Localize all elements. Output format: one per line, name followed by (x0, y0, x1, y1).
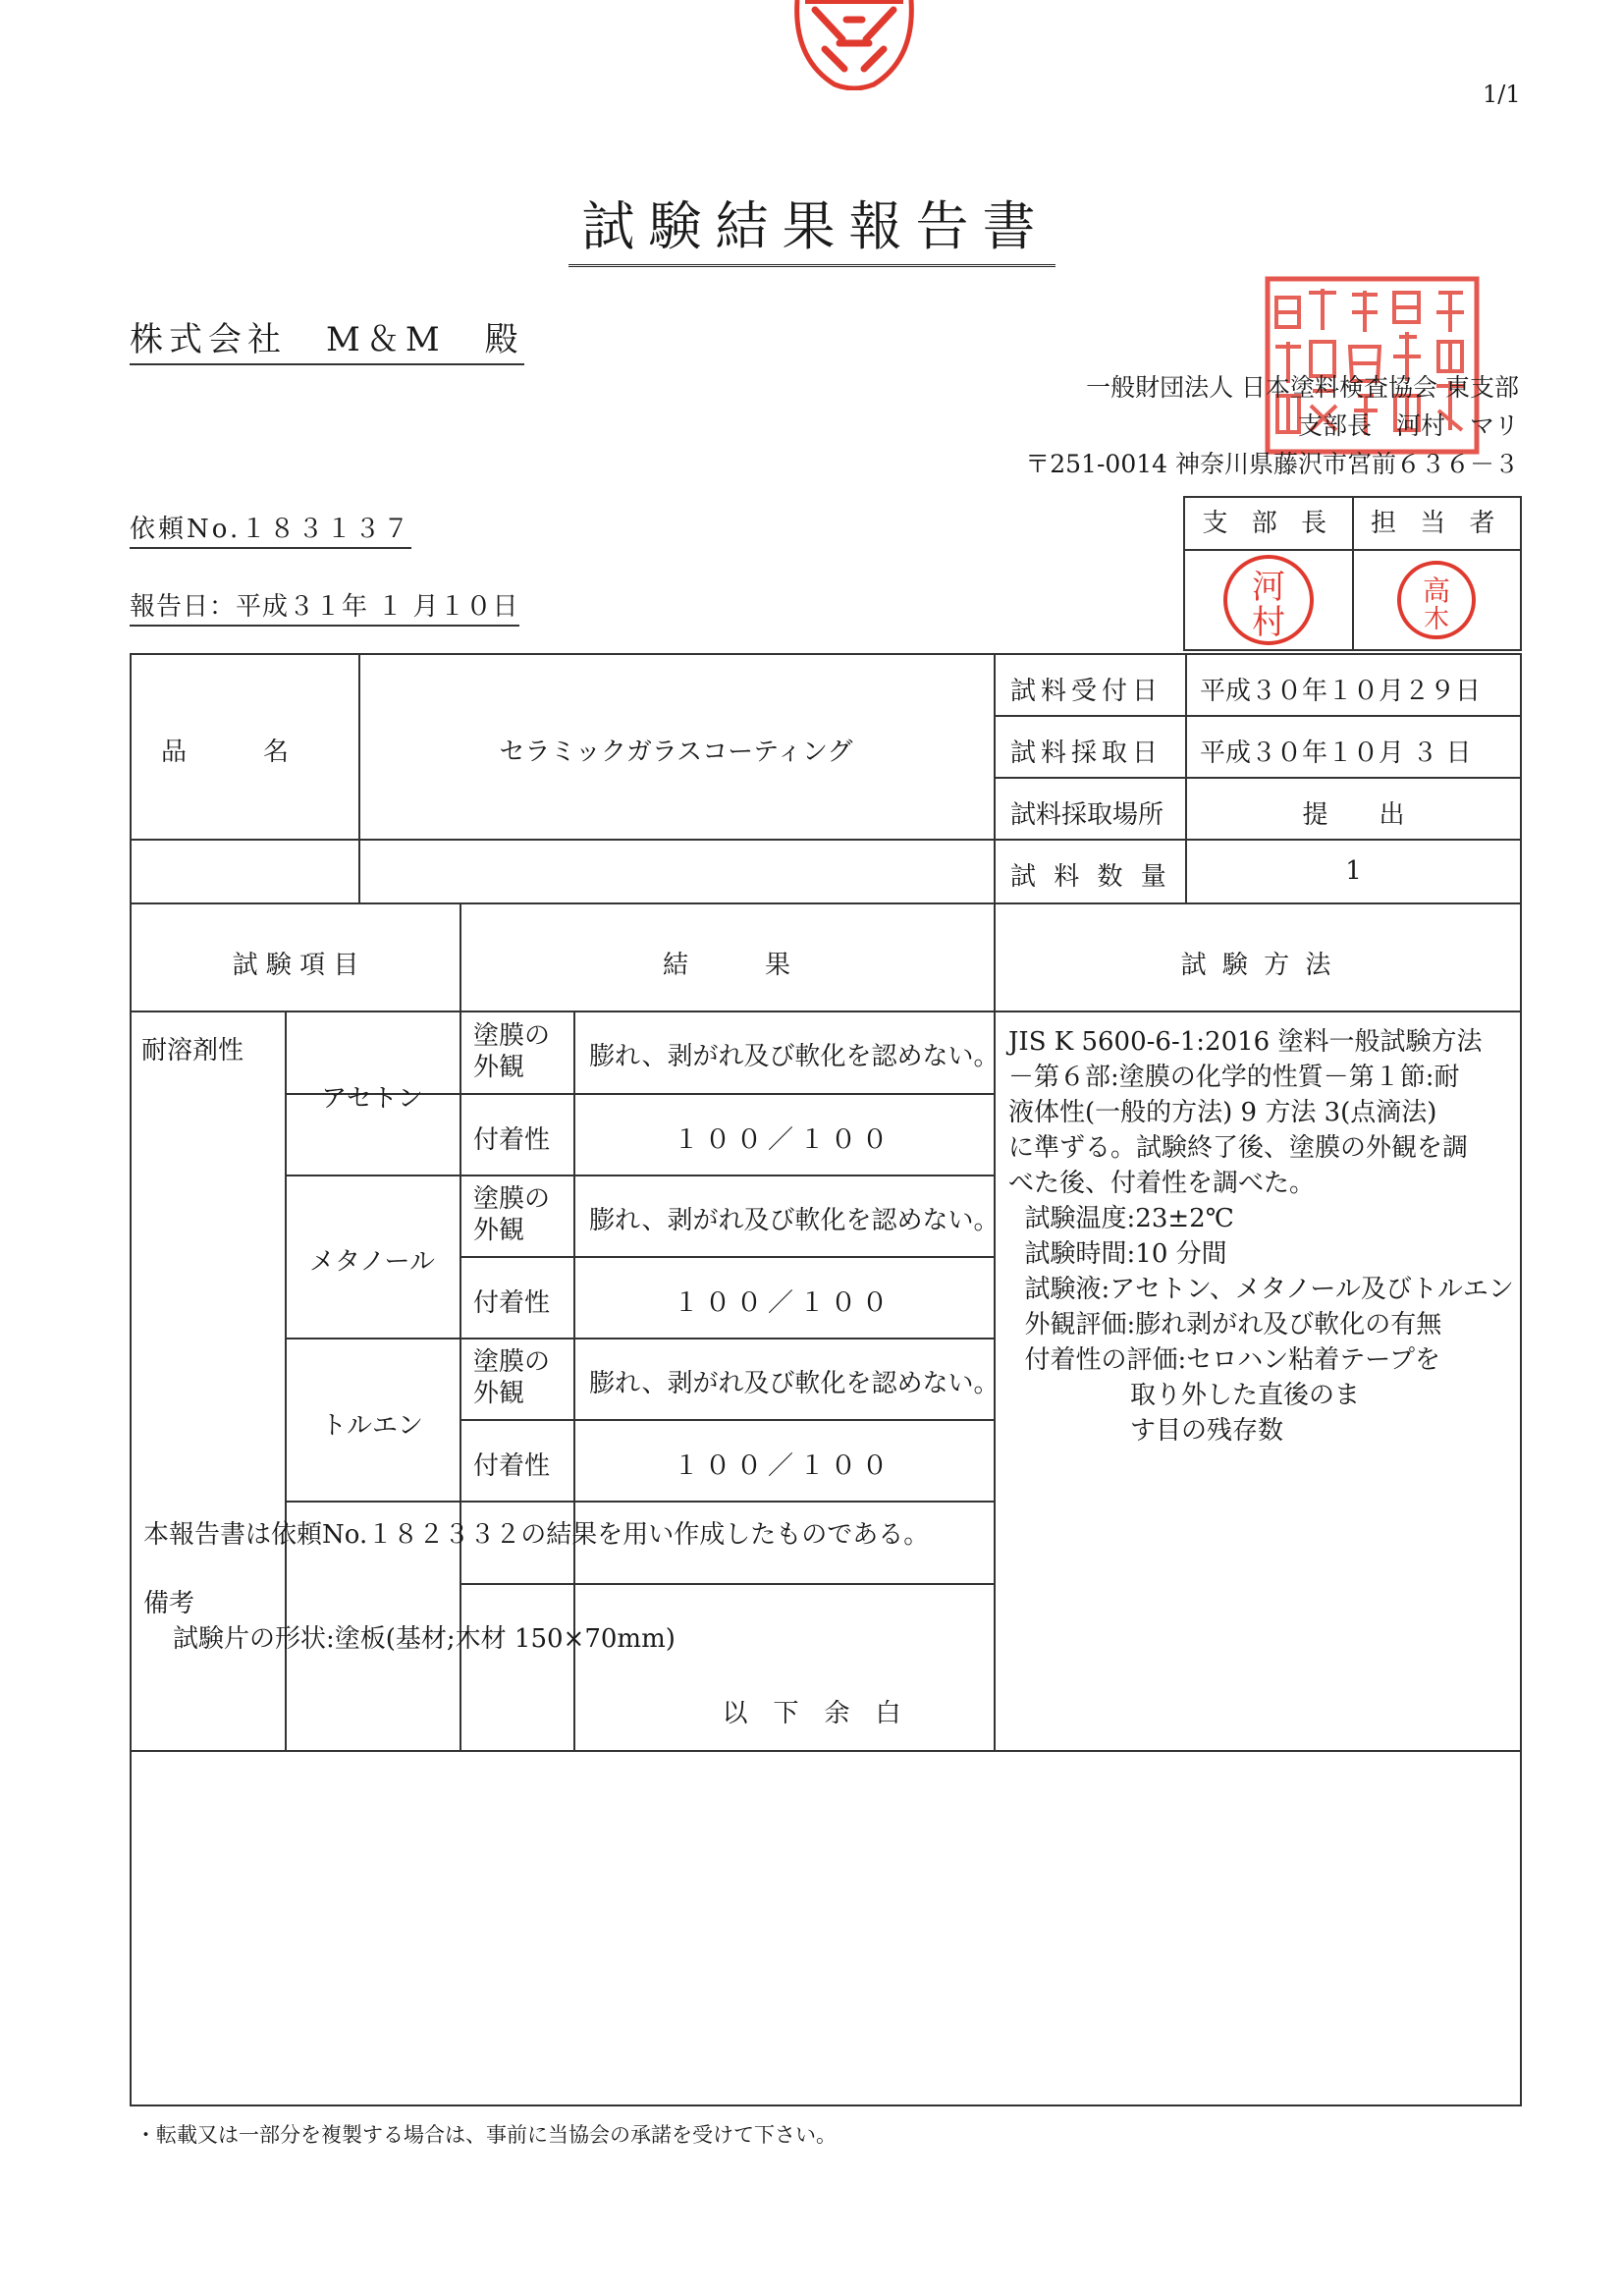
sample-name-label: 品 名 (161, 738, 290, 767)
approval-header-manager: 支 部 長 (1185, 498, 1354, 549)
adhesion-label: 付着性 (473, 1125, 551, 1155)
appearance-label: 塗膜の 外観 (473, 1184, 551, 1245)
manager-seal (1219, 551, 1318, 649)
adhesion-value: １００／１００ (673, 1125, 893, 1155)
appearance-label: 塗膜の 外観 (473, 1347, 551, 1408)
appearance-value: 膨れ、剥がれ及び軟化を認めない。 (589, 1042, 1000, 1071)
appearance-value: 膨れ、剥がれ及び軟化を認めない。 (589, 1369, 1000, 1398)
method-line: す目の残存数 (1008, 1416, 1283, 1446)
sample-name-value: セラミックガラスコーティング (499, 738, 853, 767)
adhesion-value: １００／１００ (673, 1288, 893, 1318)
request-number: 依頼No.１８３１３７ (130, 509, 411, 549)
adhesion-label: 付着性 (473, 1451, 551, 1481)
footer-note: ・転載又は一部分を複製する場合は、事前に当協会の承諾を受けて下さい。 (135, 2123, 837, 2147)
collected-value: 平成３０年１０月 ３ 日 (1200, 738, 1472, 768)
header-result: 結 果 (662, 951, 790, 980)
svg-text:木: 木 (1424, 605, 1450, 634)
svg-text:高: 高 (1423, 574, 1451, 607)
end-mark: 以 下 余 白 (722, 1699, 901, 1728)
method-line: べた後、付着性を調べた。 (1008, 1169, 1316, 1198)
issuer-block (1025, 368, 1519, 483)
issuer-address: 〒251-0014 神奈川県藤沢市宮前６３６－３ (1025, 450, 1519, 478)
svg-text:河: 河 (1251, 568, 1285, 607)
quantity-value: 1 (1345, 856, 1362, 886)
method-line: 試験時間:10 分間 (1008, 1239, 1227, 1269)
method-line: 外観評価:膨れ剥がれ及び軟化の有無 (1008, 1310, 1442, 1339)
remarks-line: 試験片の形状:塗板(基材;木材 150×70mm) (173, 1624, 676, 1654)
quantity-label: 試 料 数 量 (1010, 862, 1171, 892)
header-method: 試 験 方 法 (1180, 951, 1335, 980)
notes-section (143, 1517, 929, 1657)
approval-box (1183, 496, 1522, 651)
appearance-label: 塗膜の 外観 (473, 1021, 551, 1082)
report-date: 報告日：平成３１年 １ 月１０日 (130, 586, 519, 627)
page-number: 1/1 (1483, 81, 1521, 108)
solvent-acetone: アセトン (321, 1084, 423, 1114)
method-line: JIS K 5600-6-1:2016 塗料一般試験方法 (1008, 1027, 1483, 1057)
method-line: 試験温度:23±2℃ (1008, 1204, 1234, 1233)
report-statement: 本報告書は依頼No.１８２３３２の結果を用い作成したものである。 (143, 1520, 930, 1550)
method-line: －第６部:塗膜の化学的性質－第１節:耐 (1008, 1063, 1460, 1092)
top-seal-stamp (785, 0, 923, 90)
method-line: 付着性の評価:セロハン粘着テープを (1008, 1345, 1440, 1375)
method-line: に準ずる。試験終了後、塗膜の外観を調 (1008, 1133, 1469, 1163)
issuer-organization: 一般財団法人 日本塗料検査協会 東支部 (1086, 373, 1519, 402)
category-solvent-resistance: 耐溶剤性 (141, 1036, 244, 1066)
document-title: 試験結果報告書 (0, 185, 1623, 267)
received-label: 試料受付日 (1010, 677, 1163, 706)
method-line: 液体性(一般的方法) 9 方法 3(点滴法) (1008, 1098, 1437, 1127)
collected-label: 試料採取日 (1010, 738, 1163, 768)
solvent-methanol: メタノール (309, 1247, 435, 1277)
method-line: 取り外した直後のま (1008, 1381, 1360, 1410)
issuer-manager: 支部長 河村 マリ (1297, 411, 1519, 440)
manager-seal-cell (1185, 551, 1354, 649)
appearance-value: 膨れ、剥がれ及び軟化を認めない。 (589, 1206, 1000, 1235)
adhesion-label: 付着性 (473, 1288, 551, 1318)
place-value: 提 出 (1302, 800, 1405, 830)
solvent-toluene: トルエン (320, 1411, 423, 1441)
staff-seal (1387, 551, 1486, 649)
approval-header-staff: 担 当 者 (1370, 509, 1503, 538)
addressee: 株式会社 M＆M 殿 (130, 312, 524, 365)
adhesion-value: １００／１００ (673, 1451, 893, 1481)
received-value: 平成３０年１０月２９日 (1200, 677, 1482, 706)
svg-text:村: 村 (1251, 603, 1285, 642)
header-test-item: 試 験 項 目 (232, 951, 359, 980)
place-label: 試料採取場所 (1010, 800, 1164, 830)
method-line: 試験液:アセトン、メタノール及びトルエン (1008, 1275, 1514, 1304)
test-method-text (1008, 1024, 1514, 1449)
remarks-label: 備考 (143, 1589, 195, 1618)
staff-seal-cell (1354, 551, 1521, 649)
